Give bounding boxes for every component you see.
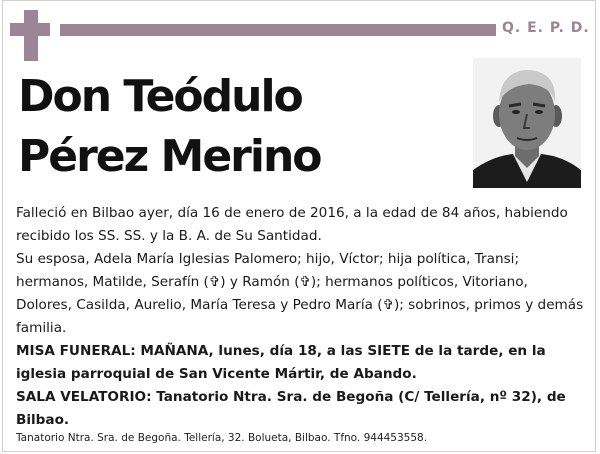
wake-room-info: SALA VELATORIO: Tanatorio Ntra. Sra. de Begoña (C/ Tellería, nº 32), de Bilbao. (16, 389, 566, 428)
deceased-name-line2: Pérez Merino (18, 131, 321, 182)
funeral-home-footer: Tanatorio Ntra. Sra. de Begoña. Tellería, 32. Bolueta, Bilbao. Tfno. 944453558. (16, 432, 428, 444)
header-rule (60, 24, 496, 36)
death-announcement: Falleció en Bilbao ayer, día 16 de enero de 2016, a la edad de 84 años, habiendo recibido los SS. SS. y la B. A. de Su Santidad. (16, 205, 568, 244)
cross-icon-horizontal (10, 23, 50, 36)
deceased-name-line1: Don Teódulo (18, 71, 302, 122)
funeral-mass-info: MISA FUNERAL: MAÑANA, lunes, día 18, a las SIETE de la tarde, en la iglesia parroquial de San Vicente Mártir, de Abando. (16, 343, 546, 382)
deceased-portrait (473, 58, 581, 188)
qepd-label: Q. E. P. D. (502, 20, 590, 36)
portrait-image (473, 58, 581, 188)
family-list: Su esposa, Adela María Iglesias Palomero; hijo, Víctor; hija política, Transi; hermanos, Matilde, Serafín (✞) y Ramón (✞); hermanos políticos, Vitoriano, Dolores, Casilda, Aurelio, María Teresa y Pedro María (✞); sobrinos, primos y demás familia. (16, 251, 584, 336)
notice-body (16, 202, 588, 432)
